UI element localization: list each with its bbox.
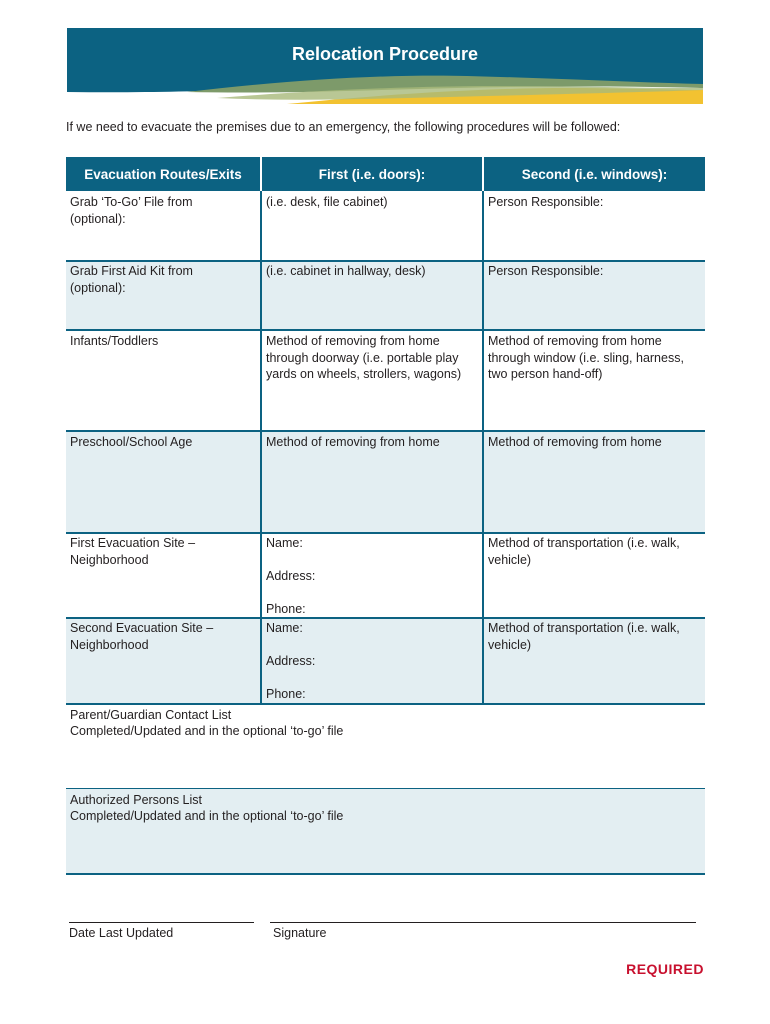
- table-cell: Method of removing from home through doorway (i.e. portable play yards on wheels, strollers, wagons): [266, 334, 462, 381]
- table-cell: Preschool/School Age: [70, 435, 193, 449]
- table-cell: Infants/Toddlers: [70, 334, 159, 348]
- site-name-label: Name:: [266, 536, 303, 550]
- row-divider: [66, 617, 705, 619]
- date-line: [69, 922, 254, 923]
- required-label: REQUIRED: [626, 961, 704, 977]
- table-cell: Grab ‘To-Go’ File from (optional):: [70, 195, 193, 226]
- table-cell: Method of removing from home: [488, 435, 662, 449]
- wave-graphic: [67, 28, 703, 104]
- table-cell: Method of removing from home: [266, 435, 440, 449]
- row-divider: [66, 260, 705, 262]
- row-divider: [66, 532, 705, 534]
- signature-line: [270, 922, 696, 923]
- column-divider: [482, 191, 484, 704]
- header-banner: [67, 28, 703, 104]
- table-cell: Person Responsible:: [488, 264, 604, 278]
- section-divider: [66, 873, 705, 875]
- column-header: Second (i.e. windows):: [484, 157, 705, 191]
- page-title: Relocation Procedure: [291, 44, 479, 64]
- row-divider: [66, 329, 705, 331]
- table-cell: Method of transportation (i.e. walk, vehicle): [488, 621, 680, 652]
- table-cell: (i.e. desk, file cabinet): [266, 195, 388, 209]
- intro-text: If we need to evacuate the premises due to an emergency, the following procedures will be followed:: [66, 120, 621, 134]
- site-address-label: Address:: [266, 569, 316, 583]
- table-cell: Method of removing from home through window (i.e. sling, harness, two person hand-off): [488, 334, 684, 381]
- site-address-label: Address:: [266, 654, 316, 668]
- evacuation-table: [66, 157, 705, 705]
- authorized-list-detail: Completed/Updated and in the optional ‘to-go’ file: [70, 809, 344, 823]
- contact-list-title: Parent/Guardian Contact List: [70, 708, 232, 722]
- row-divider: [66, 703, 705, 705]
- table-cell: Second Evacuation Site – Neighborhood: [70, 621, 214, 652]
- column-header: First (i.e. doors):: [262, 157, 482, 191]
- contact-list-detail: Completed/Updated and in the optional ‘to-go’ file: [70, 724, 344, 738]
- table-cell: Method of transportation (i.e. walk, vehicle): [488, 536, 680, 567]
- row-divider: [66, 430, 705, 432]
- site-phone-label: Phone:: [266, 602, 306, 616]
- authorized-list-title: Authorized Persons List: [70, 793, 203, 807]
- column-header: Evacuation Routes/Exits: [66, 157, 260, 191]
- date-label: Date Last Updated: [69, 926, 174, 940]
- table-cell: Grab First Aid Kit from (optional):: [70, 264, 193, 295]
- site-name-label: Name:: [266, 621, 303, 635]
- signature-label: Signature: [273, 926, 327, 940]
- site-phone-label: Phone:: [266, 687, 306, 701]
- table-cell: (i.e. cabinet in hallway, desk): [266, 264, 426, 278]
- table-cell: Person Responsible:: [488, 195, 604, 209]
- table-cell: First Evacuation Site – Neighborhood: [70, 536, 196, 567]
- column-divider: [260, 191, 262, 704]
